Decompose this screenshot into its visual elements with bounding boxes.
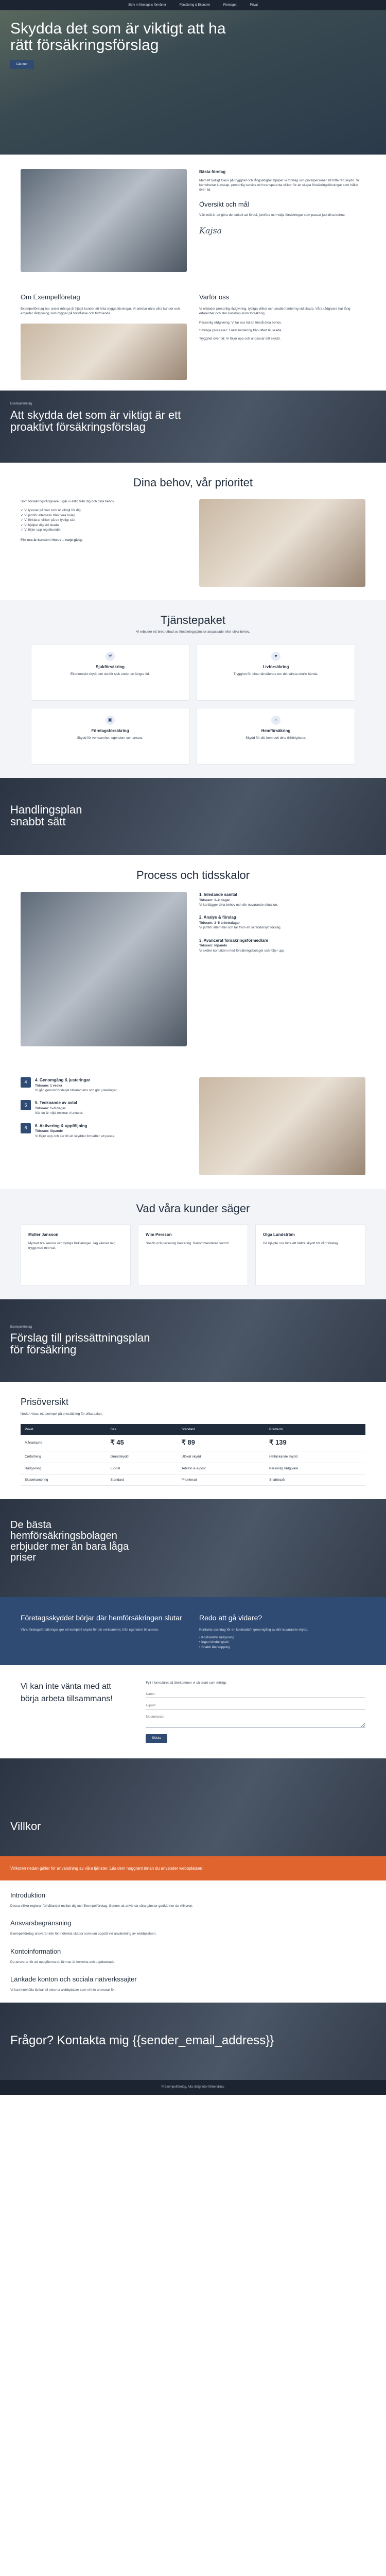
table-cell: Standard [107,1474,178,1485]
contact-section [0,1665,386,1758]
band-title: Handlingsplan snabbt sätt [10,803,82,828]
meeting-photo [21,324,187,380]
handshake-photo [199,1077,365,1175]
service-title: Hemförsäkring [261,728,291,733]
band-label: Exempelföretag [10,1326,32,1329]
table-row [21,1474,365,1485]
footer-cta-title: Frågor? Kontakta mig {{sender_email_address}} [10,2033,274,2048]
band-title: Förslag till prissättningsplan för försäkring [10,1331,150,1357]
process-step [199,892,365,907]
table-cell: Grundskydd [107,1451,178,1463]
step-title: 3. Avancerat försäkringsförmedlare [199,938,269,943]
band-label: Exempelföretag [10,402,32,405]
cta-point: • Snabb återkoppling [199,1645,231,1649]
hero-section [0,0,386,155]
step-text: Vi kartlägger dina behov och din nuvarande situation. [199,903,278,907]
pricing-intro: Nedan visas ett exempel på prissättning för olika paket. [21,1412,103,1416]
testimonials-heading: Vad våra kunder säger [136,1202,250,1215]
terms-block [10,1919,376,1936]
step-meta: Tidsram: löpande [199,944,227,948]
about-section [0,155,386,391]
cta-point: • Kostnadsfri rådgivning [199,1636,235,1640]
process-step [199,938,365,953]
step-number-icon: 4 [21,1077,31,1088]
service-title: Företagsförsäkring [91,728,129,733]
cta-left-text: Våra företagsförsäkringar ger ett komplett skydd för din verksamhet, från egendom till ansvar. [21,1628,159,1632]
process-step [21,1123,187,1139]
pricing-col-header: Standard [178,1424,265,1435]
table-cell: Utökat skydd [178,1451,265,1463]
why-point: Smidiga processer: Enkel hantering från offert till skada. [199,329,283,333]
table-row [21,1435,365,1451]
footer-cta [0,2003,386,2080]
about-text: Exempelföretag har under många år hjälpt kunder att hitta trygga lösningar. Vi arbetar nära våra kunder och erbjuder rådgivning som bygger på förståelse och förtroende. [21,307,180,316]
service-text: Ekonomiskt skydd om du blir sjuk under en längre tid. [71,672,150,676]
advisor-photo [199,499,365,587]
pricing-heading: Prisöversikt [21,1397,69,1408]
table-cell: Rådgivning [21,1463,107,1474]
band-title: De bästa hemförsäkringsbolagen erbjuder mer än bara låga priser [10,1519,129,1564]
terms-block [10,1975,376,1992]
terms-block [10,1947,376,1964]
process-step [21,1100,187,1115]
service-title: Livförsäkring [262,664,289,669]
terms-block [10,1891,376,1908]
terms-title: Kontoinformation [10,1947,61,1955]
table-cell: Månadspris [21,1435,107,1451]
terms-title: Länkade konton och sociala nätverkssajter [10,1975,137,1983]
terms-text: Du ansvarar för att uppgifterna du lämnar är korrekta och uppdaterade. [10,1960,116,1964]
message-field[interactable] [146,1714,365,1728]
table-cell: ₹ 45 [107,1435,178,1451]
step-meta: Tidsram: 3–5 arbetsdagar [199,921,240,925]
step-text: Vi sköter kontakten med försäkringsbolaget och följer upp. [199,948,286,953]
vision-title: Översikt och mål [199,200,249,208]
table-cell: Snabbspår [265,1474,365,1485]
step-number-icon: 5 [21,1100,31,1110]
needs-item: ✓ Vi förklarar villkor på ett tydligt sätt [21,518,76,522]
terms-title: Ansvarsbegränsning [10,1919,72,1927]
process-step [21,1077,187,1093]
terms-section [0,1880,386,2003]
step-text: Vi jämför alternativ och tar fram ett skräddarsytt förslag. [199,926,282,930]
step-text: Vi följer upp och ser till att skyddet fortsätter att passa. [35,1134,115,1138]
band-best-insurers [0,1499,386,1597]
testimonial-text: Mycket bra service och tydliga förklaringar. Jag känner mig trygg med mitt val. [28,1241,116,1250]
pricing-col-header: Paket [21,1424,107,1435]
table-cell: ₹ 89 [178,1435,265,1451]
service-card[interactable] [197,708,355,765]
heart-icon: ♥ [271,652,280,661]
vision-text: Vårt mål är att göra det enkelt att förstå, jämföra och välja försäkringar som passar just dina behov. [199,213,345,217]
submit-button[interactable]: Skicka [146,1734,167,1743]
process-heading: Process och tidsskalor [136,868,250,882]
pricing-section [0,1382,386,1499]
terms-title: Introduktion [10,1891,45,1900]
table-cell: Skadehantering [21,1474,107,1485]
nav-item[interactable]: Privat [250,3,258,7]
band-title: Villkor [10,1819,41,1833]
name-field[interactable] [146,1691,365,1698]
step-meta: Tidsram: 1 vecka [35,1083,62,1088]
step-number-icon: 6 [21,1123,31,1133]
testimonial-card [138,1224,248,1286]
process-section [0,855,386,1189]
hero-cta-button[interactable]: Läs mer [10,60,34,69]
team-photo [21,169,187,272]
cta-right-title: Redo att gå vidare? [199,1614,262,1622]
table-cell: E-post [107,1463,178,1474]
pricing-col-header: Bas [107,1424,178,1435]
service-card[interactable] [31,708,189,765]
why-text: Vi erbjuder personlig rådgivning, tydliga villkor och snabb hantering vid skada. Våra rådgivare har lång erfarenhet och stor kunskap inom försäkring. [199,307,350,316]
services-intro: Vi erbjuder ett brett utbud av försäkringstjänster anpassade efter olika behov. [136,630,250,634]
band-proactive [0,391,386,463]
services-heading: Tjänstepaket [161,613,225,626]
testimonial-name: Moller Jansson [28,1232,59,1238]
step-title: 6. Aktivering & uppföljning [35,1123,87,1128]
terms-text: Vi kan innehålla länkar till externa webbplatser som vi inte ansvarar för. [10,1988,116,1992]
needs-item: ✓ Vi jämför alternativ från flera bolag [21,513,76,517]
shield-icon: ⛨ [106,652,115,661]
services-section [0,600,386,778]
band-action-plan [0,778,386,855]
pricing-col-header: Premium [265,1424,365,1435]
nav-item[interactable]: Skriv in företagets förmåner [128,3,166,7]
intro-title: Bästa företag [199,170,226,174]
needs-item: ✓ Vi följer upp regelbundet [21,528,61,532]
service-text: Skydd för ditt hem och dina tillhörigheter. [245,736,306,740]
cta-right-text: Kontakta oss idag för en kostnadsfri genomgång av ditt nuvarande skydd. [199,1628,308,1632]
contact-intro: Fyll i formuläret så återkommer vi så snart som möjligt. [146,1681,227,1685]
needs-section [0,463,386,600]
step-title: 1. Inledande samtal [199,892,237,897]
cta-left-title: Företagsskyddet börjar där hemförsäkringen slutar [21,1614,182,1622]
step-title: 4. Genomgång & justeringar [35,1078,91,1082]
service-title: Sjukförsäkring [95,664,125,669]
table-cell: Prioriterad [178,1474,265,1485]
needs-item: ✓ Vi hjälper dig vid skada [21,523,59,527]
table-cell: Personlig rådgivare [265,1463,365,1474]
table-cell: ₹ 139 [265,1435,365,1451]
pricing-table [21,1424,365,1486]
cta-point: • Ingen bindningstid [199,1640,229,1645]
service-card[interactable] [197,644,355,701]
process-photo [21,892,187,1046]
testimonial-name: Wim Persson [146,1232,172,1238]
needs-quote: För oss är kunden i fokus – varje gång. [21,538,83,542]
step-meta: Tidsram: löpande [35,1129,63,1133]
table-cell: Omfattning [21,1451,107,1463]
home-icon: ⌂ [271,716,280,725]
copyright: © Exempelföretag. Alla rättigheter förbehållna. [161,2086,225,2089]
cta-section [0,1597,386,1665]
band-terms [0,1758,386,1856]
email-field[interactable] [146,1702,365,1709]
service-text: Trygghet för dina närstående om det värsta skulle hända. [233,672,319,676]
terms-text: Dessa villkor reglerar förhållandet mellan dig och Exempelföretag. Genom att använda våra tjänster godkänner du villkoren. [10,1904,194,1908]
table-cell: Telefon & e-post [178,1463,265,1474]
footer [0,2080,386,2095]
testimonial-name: Olga Lundström [263,1232,295,1238]
hero-title: Skydda det som är viktigt att ha rätt försäkringsförslag [10,20,226,54]
terms-banner-text: Villkoren nedan gäller för användning av våra tjänster. Läs dem noggrant innan du använder webbplatsen. [10,1866,204,1871]
terms-banner [0,1856,386,1881]
service-card[interactable] [31,644,189,701]
table-cell: Heltäckande skydd [265,1451,365,1463]
step-meta: Tidsram: 1–2 dagar [199,898,230,902]
service-text: Skydd för verksamhet, egendom och ansvar. [77,736,144,740]
step-title: 2. Analys & förslag [199,915,236,920]
process-step [199,914,365,930]
briefcase-icon: ▣ [106,716,115,725]
nav-item[interactable]: Företaget [223,3,237,7]
why-point: Trygghet över tid: Vi följer upp och anpassar ditt skydd. [199,336,281,341]
terms-text: Exempelföretag ansvarar inte för indirekta skador som kan uppstå vid användning av webbplatsen. [10,1932,156,1936]
top-nav [0,0,386,10]
intro-text: Med ett tydligt fokus på trygghet och långsiktighet hjälper vi företag och privatpersoner att hitta rätt skydd. Vi kombinerar kunskap, personlig service och transparenta villkor för att skapa försäkringslösningar som håller över tid. [199,178,359,192]
table-row [21,1463,365,1474]
needs-intro: Som försäkringsrådgivare utgår vi alltid från dig och dina behov. [21,499,115,503]
why-heading: Varför oss [199,293,230,301]
step-meta: Tidsram: 1–3 dagar [35,1107,66,1111]
nav-item[interactable]: Försäkring & Ekonomi [179,3,210,7]
band-pricing-plan [0,1299,386,1382]
about-heading: Om Exempelföretag [21,293,80,301]
testimonial-text: De hjälpte oss hitta ett bättre skydd för vårt företag. [263,1241,339,1245]
step-text: Vi går igenom förslaget tillsammans och gör justeringar. [35,1089,117,1093]
testimonial-text: Snabb och personlig hantering. Rekommenderas varmt! [146,1241,229,1245]
needs-item: ✓ Vi lyssnar på vad som är viktigt för dig [21,509,81,513]
testimonial-card [21,1224,131,1286]
testimonial-card [255,1224,365,1286]
why-point: Personlig rådgivning: Vi tar oss tid att förstå dina behov. [199,320,282,325]
step-title: 5. Tecknande av avtal [35,1100,77,1106]
testimonials-section [0,1189,386,1299]
signature: Kajsa [199,226,222,236]
needs-heading: Dina behov, vår prioritet [133,476,253,489]
contact-heading: Vi kan inte vänta med att börja arbeta tillsammans! [21,1682,113,1703]
step-text: När du är nöjd tecknar vi avtalet. [35,1111,83,1115]
band-title: Att skydda det som är viktigt är ett proaktivt försäkringsförslag [10,409,181,434]
table-row [21,1451,365,1463]
